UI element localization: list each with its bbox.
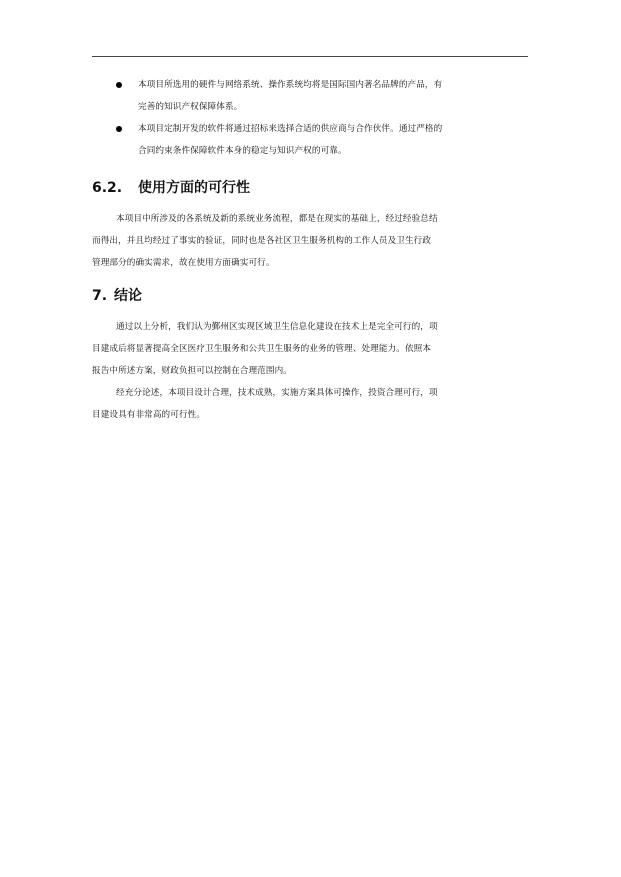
paragraph-line: 而得出，并且均经过了事实的验证，同时也是各社区卫生服务机构的工作人员及卫生行政 bbox=[92, 236, 432, 246]
bullet-text-line: 完善的知识产权保障体系。 bbox=[138, 102, 243, 112]
paragraph-line: 本项目中所涉及的各系统及新的系统业务流程，都是在现实的基础上，经过经验总结 bbox=[116, 214, 438, 224]
section-heading-conclusion bbox=[92, 286, 528, 306]
header-rule bbox=[92, 56, 528, 57]
bullet-text-line: 本项目定制开发的软件将通过招标来选择合适的供应商与合作伙伴。通过严格的 bbox=[138, 124, 443, 134]
section-heading-usability bbox=[92, 178, 528, 198]
list-item bbox=[92, 74, 528, 118]
bullet-dot-icon bbox=[116, 82, 122, 88]
section-title: 使用方面的可行性 bbox=[138, 180, 250, 196]
bullet-text-line: 合同约束条件保障软件本身的稳定与知识产权的可靠。 bbox=[138, 146, 347, 156]
section-title: 结论 bbox=[114, 288, 142, 304]
paragraph-line: 目建成后将显著提高全区医疗卫生服务和公共卫生服务的业务的管理、处理能力。依照本 bbox=[92, 344, 432, 354]
list-item bbox=[92, 118, 528, 162]
paragraph-line: 报告中所述方案，财政负担可以控制在合理范围内。 bbox=[92, 366, 292, 376]
bullet-text-line: 本项目所选用的硬件与网络系统、操作系统均将是国际国内著名品牌的产品，有 bbox=[138, 80, 443, 90]
paragraph-line: 经充分论述，本项目设计合理，技术成熟，实施方案具体可操作，投资合理可行，项 bbox=[116, 388, 438, 398]
bullet-dot-icon bbox=[116, 126, 122, 132]
paragraph-usability bbox=[92, 208, 528, 274]
paragraph-conclusion-2 bbox=[92, 382, 528, 426]
paragraph-line: 管理部分的确实需求，故在使用方面确实可行。 bbox=[92, 258, 275, 268]
bullet-list bbox=[92, 74, 528, 162]
section-number: 6.2. bbox=[92, 180, 123, 196]
paragraph-line: 通过以上分析，我们认为鄞州区实现区域卫生信息化建设在技术上是完全可行的，项 bbox=[116, 322, 438, 332]
paragraph-conclusion-1 bbox=[92, 316, 528, 382]
document-body bbox=[92, 74, 528, 426]
paragraph-line: 目建设具有非常高的可行性。 bbox=[92, 410, 206, 420]
section-number: 7. bbox=[92, 288, 108, 304]
